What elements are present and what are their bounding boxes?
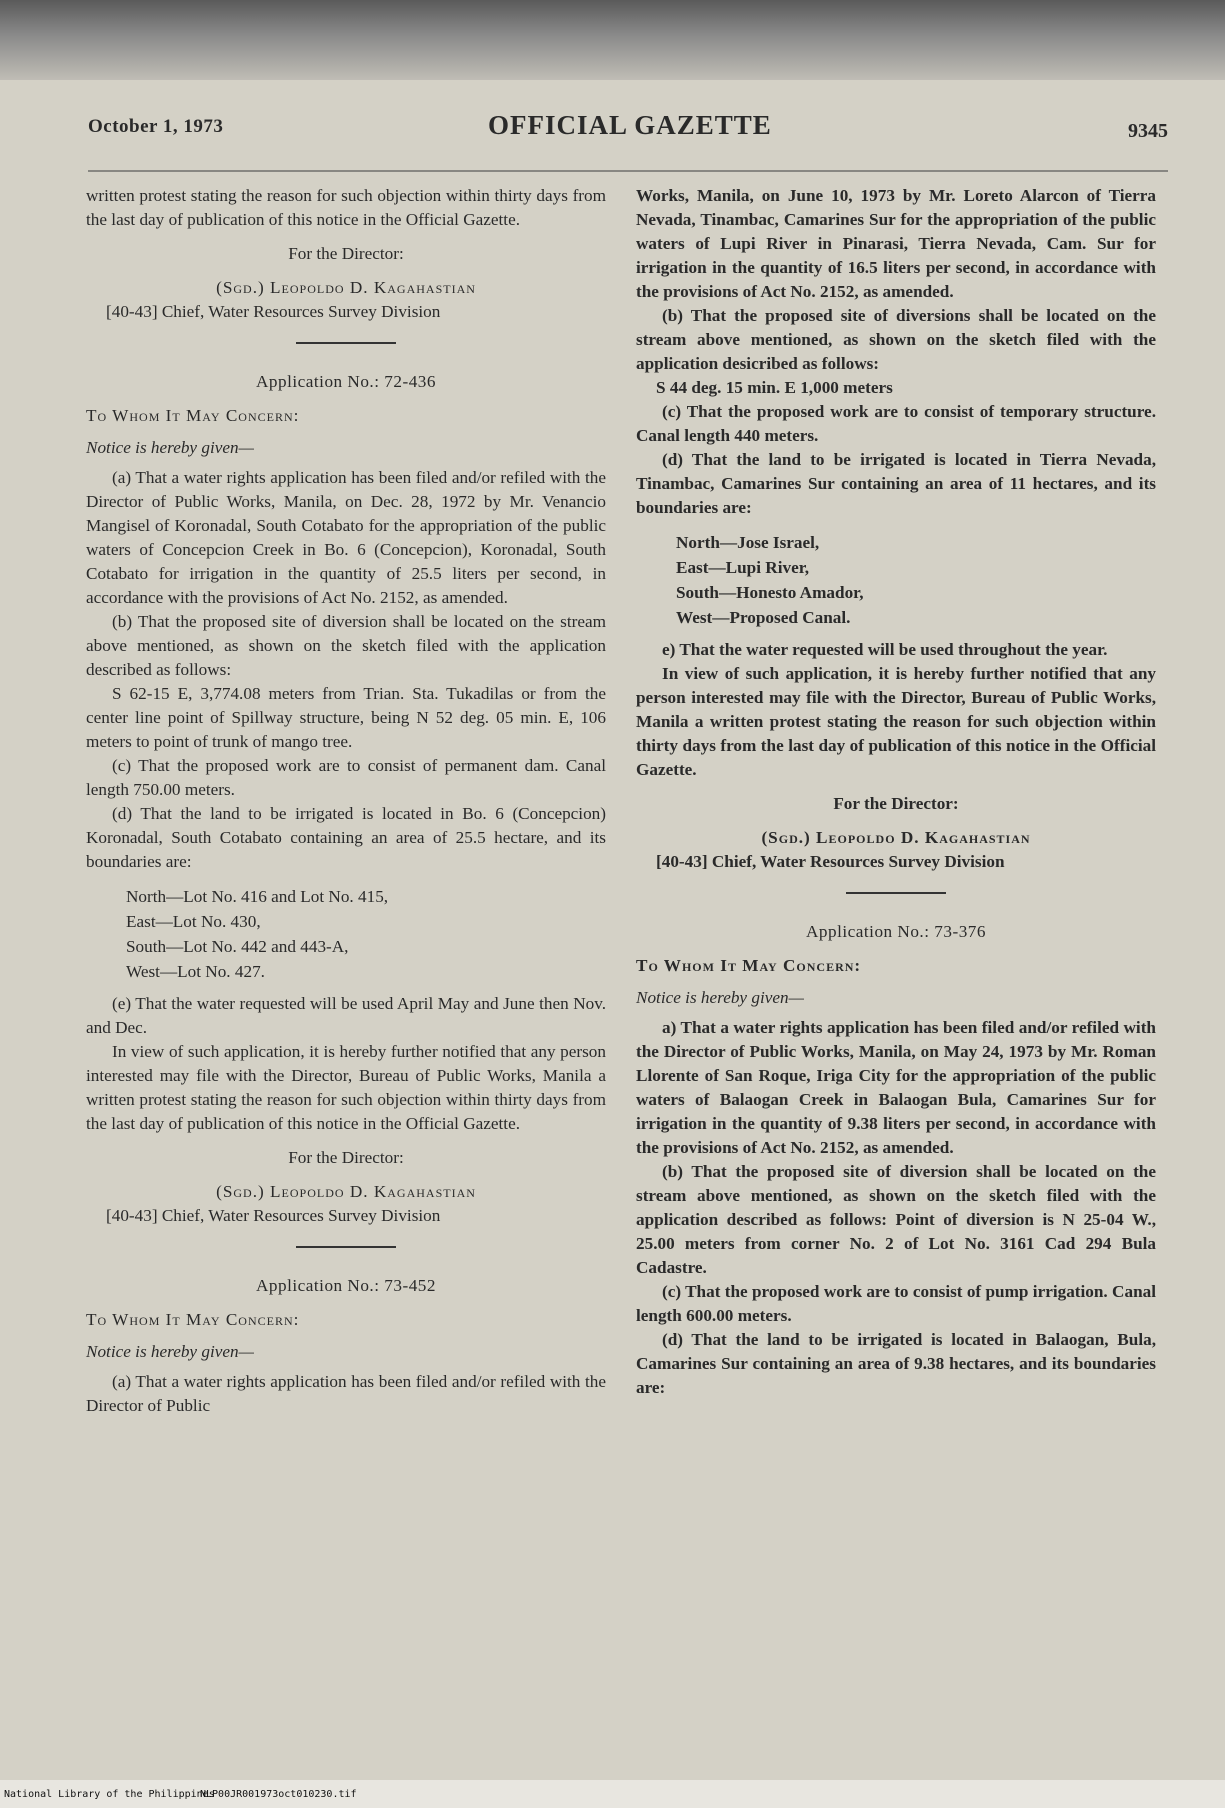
application-number: Application No.: 73-452 xyxy=(255,1276,436,1295)
paragraph: (a) That a water rights application has been filed and/or refiled with the Director of Public xyxy=(86,1372,606,1415)
notice-heading: Notice is hereby given— xyxy=(636,988,804,1007)
right-column xyxy=(636,184,1156,1400)
scan-footer xyxy=(0,1780,1225,1808)
page-header xyxy=(88,110,1168,150)
scan-margin xyxy=(0,0,1225,88)
left-column xyxy=(86,184,606,1418)
paragraph: Works, Manila, on June 10, 1973 by Mr. Loreto Alarcon of Tierra Nevada, Tinambac, Camarines Sur for the appropriation of the public waters of Lupi River in Pinarasi, Tierra Nevada, Cam. Sur for irrigation in the quantity of 16.5 liters per second, in accordance with the provisions of Act No. 2152, as amended. xyxy=(636,186,1156,301)
paragraph: (d) That the land to be irrigated is located in Balaogan, Bula, Camarines Sur containing an area of 9.38 hectares, and its boundaries are: xyxy=(636,1330,1156,1397)
boundary-north: North—Jose Israel, xyxy=(676,533,820,552)
paragraph: (b) That the proposed site of diversion shall be located on the stream above mentioned, as shown on the sketch filed with the application described as follows: xyxy=(86,612,606,679)
paragraph: (c) That the proposed work are to consist of permanent dam. Canal length 750.00 meters. xyxy=(86,756,606,799)
signature-title: [40-43] Chief, Water Resources Survey Division xyxy=(106,1206,441,1225)
paragraph: In view of such application, it is hereby further notified that any person interested may file with the Director, Bureau of Public Works, Manila a written protest stating the reason for such objection within thirty days from the last day of publication of this notice in the Official Gazette. xyxy=(86,1042,606,1133)
issue-date: October 1, 1973 xyxy=(88,116,224,137)
application-number: Application No.: 72-436 xyxy=(255,372,436,391)
library-credit: National Library of the Philippines xyxy=(4,1789,215,1800)
boundaries-list xyxy=(126,884,606,984)
boundaries-list xyxy=(676,530,1156,630)
salutation: To Whom It May Concern: xyxy=(86,406,300,425)
signature-name: (Sgd.) Leopoldo D. Kagahastian xyxy=(216,278,476,297)
paragraph: (d) That the land to be irrigated is located in Tierra Nevada, Tinambac, Camarines Sur containing an area of 11 hectares, and its boundaries are: xyxy=(636,450,1156,517)
for-director: For the Director: xyxy=(288,244,404,263)
notice-heading: Notice is hereby given— xyxy=(86,1342,254,1361)
page-number: 9345 xyxy=(1128,120,1168,142)
boundary-west: West—Proposed Canal. xyxy=(676,608,851,627)
paragraph: S 44 deg. 15 min. E 1,000 meters xyxy=(656,378,893,397)
paragraph: a) That a water rights application has been filed and/or refiled with the Director of Public Works, Manila, on May 24, 1973 by Mr. Roman Llorente of San Roque, Iriga City for the appropriation of the public waters of Balaogan Creek in Balaogan Bula, Camarines Sur for irrigation in the quantity of 9.38 liters per second, in accordance with the provisions of Act No. 2152, as amended. xyxy=(636,1018,1156,1157)
paragraph: written protest stating the reason for such objection within thirty days from the last day of publication of this notice in the Official Gazette. xyxy=(86,186,606,229)
boundary-south: South—Honesto Amador, xyxy=(676,583,864,602)
salutation: To Whom It May Concern: xyxy=(636,956,862,975)
paragraph: e) That the water requested will be used throughout the year. xyxy=(662,640,1108,659)
paragraph: (d) That the land to be irrigated is located in Bo. 6 (Concepcion) Koronadal, South Cotabato containing an area of 25.5 hectare, and its boundaries are: xyxy=(86,804,606,871)
header-rule xyxy=(88,170,1168,172)
signature-name: (Sgd.) Leopoldo D. Kagahastian xyxy=(761,828,1031,847)
application-number: Application No.: 73-376 xyxy=(805,922,986,941)
signature-title: [40-43] Chief, Water Resources Survey Division xyxy=(656,852,1005,871)
boundary-east: East—Lupi River, xyxy=(676,558,810,577)
signature-title: [40-43] Chief, Water Resources Survey Division xyxy=(106,302,441,321)
paragraph: (c) That the proposed work are to consist of pump irrigation. Canal length 600.00 meters. xyxy=(636,1282,1156,1325)
file-name: NLP00JR001973oct010230.tif xyxy=(200,1789,357,1800)
paragraph: (c) That the proposed work are to consist of temporary structure. Canal length 440 meters. xyxy=(636,402,1156,445)
paragraph: (b) That the proposed site of diversions shall be located on the stream above mentioned, as shown on the sketch filed with the application desicribed as follows: xyxy=(636,306,1156,373)
paragraph: (e) That the water requested will be used April May and June then Nov. and Dec. xyxy=(86,994,606,1037)
boundary-east: East—Lot No. 430, xyxy=(126,912,261,931)
section-divider xyxy=(296,342,396,344)
paragraph: (b) That the proposed site of diversion shall be located on the stream above mentioned, as shown on the sketch filed with the application described as follows: Point of diversion is N 25-04 W., 25.00 meters from corner No. 2 of Lot No. 3161 Cad 294 Bula Cadastre. xyxy=(636,1162,1156,1277)
notice-heading: Notice is hereby given— xyxy=(86,438,254,457)
section-divider xyxy=(846,892,946,894)
publication-title: OFFICIAL GAZETTE xyxy=(488,110,772,140)
salutation: To Whom It May Concern: xyxy=(86,1310,300,1329)
for-director: For the Director: xyxy=(288,1148,404,1167)
boundary-south: South—Lot No. 442 and 443-A, xyxy=(126,937,349,956)
paragraph: S 62-15 E, 3,774.08 meters from Trian. Sta. Tukadilas or from the center line point of Spillway structure, being N 52 deg. 05 min. E, 106 meters to point of trunk of mango tree. xyxy=(86,684,606,751)
signature-name: (Sgd.) Leopoldo D. Kagahastian xyxy=(216,1182,476,1201)
section-divider xyxy=(296,1246,396,1248)
boundary-west: West—Lot No. 427. xyxy=(126,962,265,981)
paragraph: (a) That a water rights application has been filed and/or refiled with the Director of Public Works, Manila, on Dec. 28, 1972 by Mr. Venancio Mangisel of Koronadal, South Cotabato for the appropriation of the public waters of Concepcion Creek in Bo. 6 (Concepcion), Koronadal, South Cotabato for irrigation in the quantity of 25.5 liters per second, in accordance with the provisions of Act No. 2152, as amended. xyxy=(86,468,606,607)
boundary-north: North—Lot No. 416 and Lot No. 415, xyxy=(126,887,389,906)
paragraph: In view of such application, it is hereby further notified that any person interested may file with the Director, Bureau of Public Works, Manila a written protest stating the reason for such objection within thirty days from the last day of publication of this notice in the Official Gazette. xyxy=(636,664,1156,779)
for-director: For the Director: xyxy=(833,794,959,813)
gazette-page xyxy=(0,80,1225,1780)
